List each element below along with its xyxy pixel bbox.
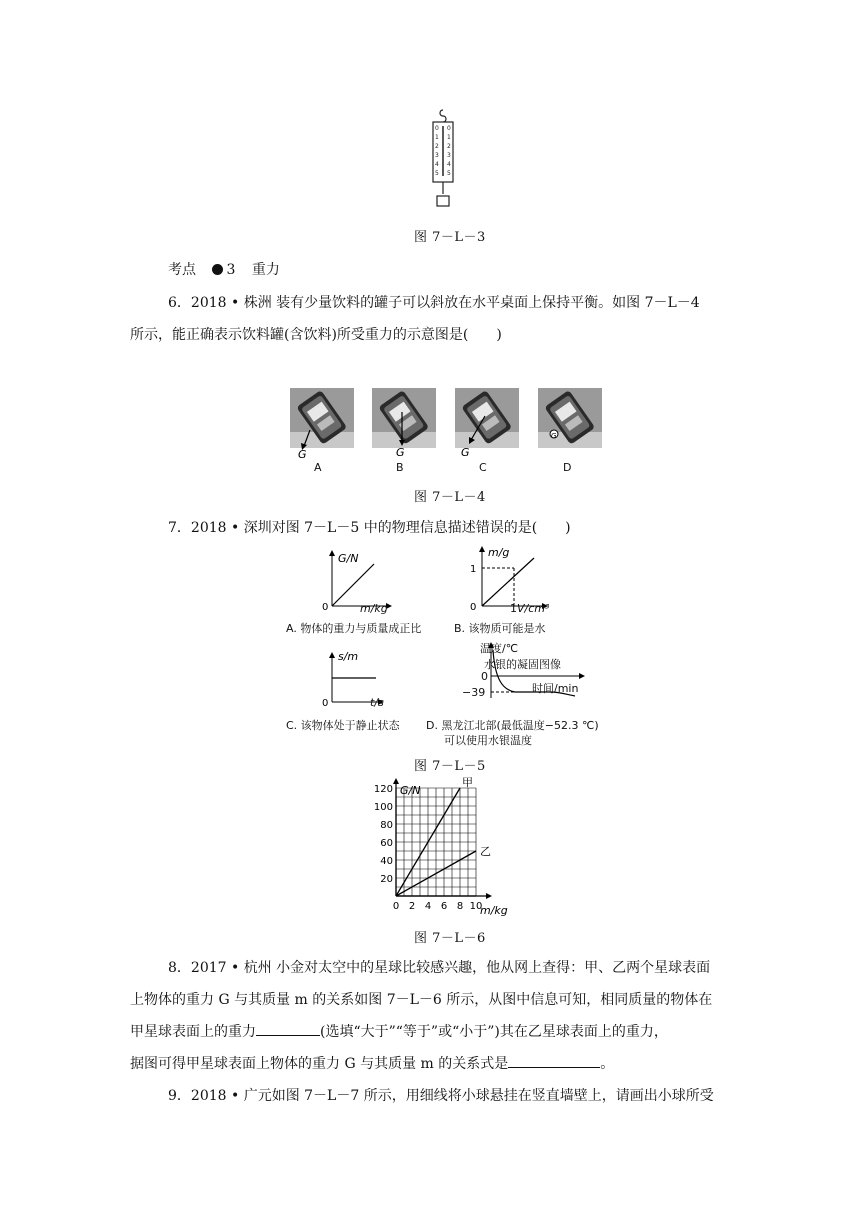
question-8-line-3-a: 甲星球表面上的重力: [130, 1024, 256, 1040]
graph-b-tick-y: 1: [470, 564, 477, 575]
option-d-label: D: [563, 461, 572, 474]
section-header: [168, 257, 280, 283]
graph-b-ylabel: m/g: [488, 546, 510, 559]
drink-can-options: [288, 388, 604, 474]
graph-a-xlabel: m/kg: [360, 602, 388, 615]
section-title: 重力: [251, 262, 280, 278]
question-8-line-1: 8．2017 • 杭州 小金对太空中的星球比较感兴趣，他从网上查得：甲、乙两个星球表面: [168, 960, 711, 976]
question-6-line-1: 6．2018 • 株洲 装有少量饮料的罐子可以斜放在水平桌面上保持平衡。如图 7－L－4: [168, 295, 700, 311]
question-8-line-3-b: (选填“大于”“等于”或“小于”)其在乙星球表面上的重力，: [320, 1024, 668, 1040]
series-label-yi: 乙: [480, 845, 491, 858]
figure-caption: 图 7－L－6: [414, 931, 486, 946]
graph-b-xlabel: V/cm³: [517, 602, 550, 615]
graph-b-desc: B. 该物质可能是水: [454, 622, 546, 635]
x-tick-label: 4: [424, 901, 432, 912]
y-tick-label: 60: [380, 838, 393, 849]
graph-d-tick-y: −39: [462, 686, 486, 699]
graph-b-line: [482, 558, 534, 606]
y-tick-label: 100: [373, 802, 393, 813]
question-8-line-4-a: 据图可得甲星球表面上物体的重力 G 与其质量 m 的关系式是: [130, 1056, 509, 1072]
graph-c: [310, 648, 400, 710]
answer-blank-2[interactable]: [508, 1053, 600, 1068]
question-8-line-4: [130, 1051, 614, 1077]
graph-a-origin: 0: [322, 602, 329, 613]
section-label: 考点: [168, 262, 196, 278]
chart-ylabel: G/N: [400, 784, 421, 797]
x-axis-arrow: [486, 893, 492, 899]
force-label-d: G: [551, 432, 557, 440]
option-c-image: [455, 388, 519, 459]
graph-a-desc: A. 物体的重力与质量成正比: [286, 622, 422, 635]
question-7-text: 7．2018 • 深圳对图 7－L－5 中的物理信息描述错误的是( ): [168, 520, 571, 536]
graph-a-line: [332, 564, 374, 606]
scale-left-0: 0: [435, 125, 439, 132]
section-number: 3: [226, 262, 236, 278]
scale-right-5: 5: [447, 170, 451, 177]
gravity-mass-chart: [362, 776, 508, 918]
x-tick-label: 8: [456, 901, 464, 912]
x-tick-label: 6: [440, 901, 448, 912]
scale-left-2: 2: [435, 143, 439, 150]
figure-caption: 图 7－L－3: [414, 230, 486, 245]
graph-c-desc: C. 该物体处于静止状态: [286, 719, 400, 732]
force-label-b: G: [396, 446, 405, 459]
graph-a-ylabel: G/N: [338, 552, 359, 565]
y-axis-arrow: [393, 778, 399, 784]
figure-caption: 图 7－L－4: [414, 490, 486, 505]
y-tick-label: 40: [380, 856, 393, 867]
scale-right-3: 3: [447, 152, 451, 159]
option-b-label: B: [396, 461, 404, 474]
question-8-line-3: [130, 1019, 668, 1045]
x-tick-label: 10: [469, 901, 483, 912]
graph-d-ylabel: 温度/℃: [480, 642, 519, 655]
scale-right-1: 1: [447, 134, 451, 141]
answer-blank-1[interactable]: [256, 1021, 320, 1036]
chart-xlabel: m/kg: [480, 904, 508, 917]
graph-b-xaxis: [510, 602, 549, 615]
graph-b-tick-x: 1: [510, 602, 517, 615]
option-a-label: A: [314, 461, 322, 474]
graph-c-xlabel: t/s: [370, 696, 384, 709]
chart-x-ticks: [393, 901, 483, 912]
scale-right-0: 0: [447, 125, 451, 132]
option-b-image: [372, 388, 436, 459]
question-8-line-2: 上物体的重力 G 与其质量 m 的关系如图 7－L－6 所示，从图中信息可知，相同质量的物体在: [130, 992, 713, 1008]
section-bullet-icon: [212, 264, 223, 275]
option-a-image: [290, 388, 354, 461]
y-tick-label: 120: [373, 784, 393, 795]
scale-left-5: 5: [435, 170, 439, 177]
x-tick-label: 2: [408, 901, 416, 912]
series-label-jia: 甲: [462, 776, 473, 789]
graph-d-origin: 0: [481, 670, 488, 683]
option-d-image: [538, 388, 602, 448]
scale-right-4: 4: [447, 161, 451, 168]
graph-b-origin: 0: [470, 602, 477, 613]
figure-caption: 图 7－L－5: [414, 759, 486, 774]
graph-d-xlabel: 时间/min: [532, 682, 579, 695]
graph-c-ylabel: s/m: [338, 650, 359, 663]
chart-y-ticks: [374, 784, 393, 885]
spring-balance-figure: [425, 108, 461, 210]
scale-left-3: 3: [435, 152, 439, 159]
question-6-line-2: 所示，能正确表示饮料罐(含饮料)所受重力的示意图是( ): [130, 327, 502, 343]
scale-left-4: 4: [435, 161, 439, 168]
option-c-label: C: [479, 461, 487, 474]
graph-d-desc-line-1: D. 黑龙江北部(最低温度−52.3 ℃): [426, 719, 599, 732]
graph-c-origin: 0: [322, 698, 329, 709]
force-label-a: G: [298, 448, 307, 461]
scale-right-2: 2: [447, 143, 451, 150]
y-tick-label: 80: [380, 820, 393, 831]
graph-d-desc-line-2: 可以使用水银温度: [444, 734, 532, 747]
x-tick-label: 0: [392, 901, 400, 912]
graph-d-title: 水银的凝固图像: [484, 658, 561, 671]
y-tick-label: 20: [380, 874, 393, 885]
question-9-line-1: 9．2018 • 广元如图 7－L－7 所示，用细线将小球悬挂在竖直墙壁上，请画出小球所受: [168, 1088, 714, 1104]
scale-left-1: 1: [435, 134, 439, 141]
force-label-c: G: [461, 446, 470, 459]
question-8-line-4-b: 。: [600, 1056, 615, 1072]
